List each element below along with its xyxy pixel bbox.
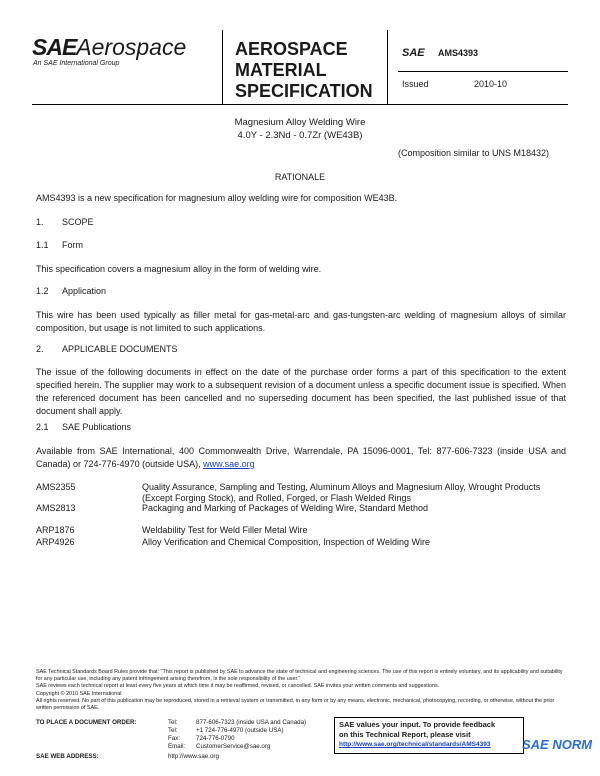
section-sae-publications-heading: 2.1 SAE Publications xyxy=(36,422,132,432)
fax-number: 724-776-0790 xyxy=(196,735,235,742)
sae-mark: SAE xyxy=(402,47,425,59)
web-label: SAE WEB ADDRESS: xyxy=(36,753,99,760)
application-text: This wire has been used typically as filler metal for gas-metal-arc and gas-tungsten-arc welding of magnesium alloys of similar composition, but usage is not limited to such applications. xyxy=(36,310,566,333)
issued-label: Issued xyxy=(402,79,429,89)
sae-website-link[interactable]: www.sae.org xyxy=(203,459,255,469)
sae-aerospace-logo: SAEAerospace xyxy=(32,34,187,60)
doc-id: AMS2813 xyxy=(36,503,76,513)
section-scope-heading: 1. SCOPE xyxy=(36,217,94,227)
doc-description: Packaging and Marking of Packages of Welding Wire, Standard Method xyxy=(142,503,428,513)
tel-number: 877-606-7323 (inside USA and Canada) xyxy=(196,719,307,726)
uns-note: (Composition similar to UNS M18432) xyxy=(398,148,550,158)
section-documents-heading: 2. APPLICABLE DOCUMENTS xyxy=(36,344,178,354)
tel-number: +1 724-776-4970 (outside USA) xyxy=(196,727,284,734)
doc-description: Quality Assurance, Sampling and Testing, Aluminum Alloys and Magnesium Alloy, Wrought Products (Except Forging Stock), and Rolled, Forged, or Flash Welded Rings xyxy=(142,482,541,503)
subject-title: Magnesium Alloy Welding Wire xyxy=(234,117,366,128)
issued-date: 2010-10 xyxy=(474,79,508,89)
doc-id: ARP1876 xyxy=(36,525,75,535)
email-link[interactable]: CustomerService@sae.org xyxy=(196,743,271,750)
form-text: This specification covers a magnesium alloy in the form of welding wire. xyxy=(36,264,322,274)
documents-text: The issue of the following documents in effect on the date of the purchase order forms a part of this specification to the extent specified herein. The supplier may work to a subsequent revision of a document unless a specific document issue is specified. When the referenced document has been cancelled and no superseding document has been specified, the last published issue of that document shall apply. xyxy=(36,367,566,416)
doc-id: ARP4926 xyxy=(36,537,75,547)
sae-norm-logo: SAE NORM xyxy=(522,737,593,752)
doc-id: AMS2355 xyxy=(36,482,76,492)
footer-rules: SAE Technical Standards Board Rules provide that: "This report is published by SAE to advance the state of technical and engineering sciences. The use of this report is entirely voluntary, and its applicability and suitability for any particular use, including any patent infringement arising therefrom, is the sole responsibility of the user." SAE reviews each technical report at least every five years at which time it may be reaffirmed, revised, or cancelled. SAE invites your written comments and suggestions. Copyright © 2010 SAE International All rights reserved. No part of this publication may be reproduced, stored in a retrieval system or transmitted, in any form or by any means, electronic, mechanical, photocopying, recording, or otherwise, without the prior written permission of SAE. xyxy=(36,669,563,712)
section-form-heading: 1.1 Form xyxy=(36,240,83,250)
document-number: AMS4393 xyxy=(438,48,479,58)
header-rule xyxy=(32,104,568,105)
feedback-link[interactable]: http://www.sae.org/technical/standards/AMS4393 xyxy=(339,741,491,748)
rationale-text: AMS4393 is a new specification for magnesium alloy welding wire for composition WE43B. xyxy=(36,193,398,203)
web-link[interactable]: http://www.sae.org xyxy=(168,753,219,760)
order-label: TO PLACE A DOCUMENT ORDER: xyxy=(36,719,137,726)
doc-description: Alloy Verification and Chemical Composition, Inspection of Welding Wire xyxy=(142,537,430,547)
section-application-heading: 1.2 Application xyxy=(36,286,107,296)
publications-text: Available from SAE International, 400 Commonwealth Drive, Warrendale, PA 15096-0001, Tel: 877-606-7323 (inside USA and Canada) or 724-776-4970 (outside USA), www.sae.org xyxy=(36,446,566,469)
rationale-heading: RATIONALE xyxy=(274,172,326,182)
header-divider xyxy=(398,71,568,72)
logo-subtitle: An SAE International Group xyxy=(33,60,120,67)
document-type-title: AEROSPACE MATERIAL SPECIFICATION xyxy=(222,30,388,104)
doc-description: Weldability Test for Weld Filler Metal Wire xyxy=(142,525,308,535)
feedback-box: SAE values your input. To provide feedback on this Technical Report, please visit http://www.sae.org/technical/standards/AMS4393 xyxy=(334,717,524,754)
subject-composition: 4.0Y - 2.3Nd - 0.7Zr (WE43B) xyxy=(237,130,363,141)
